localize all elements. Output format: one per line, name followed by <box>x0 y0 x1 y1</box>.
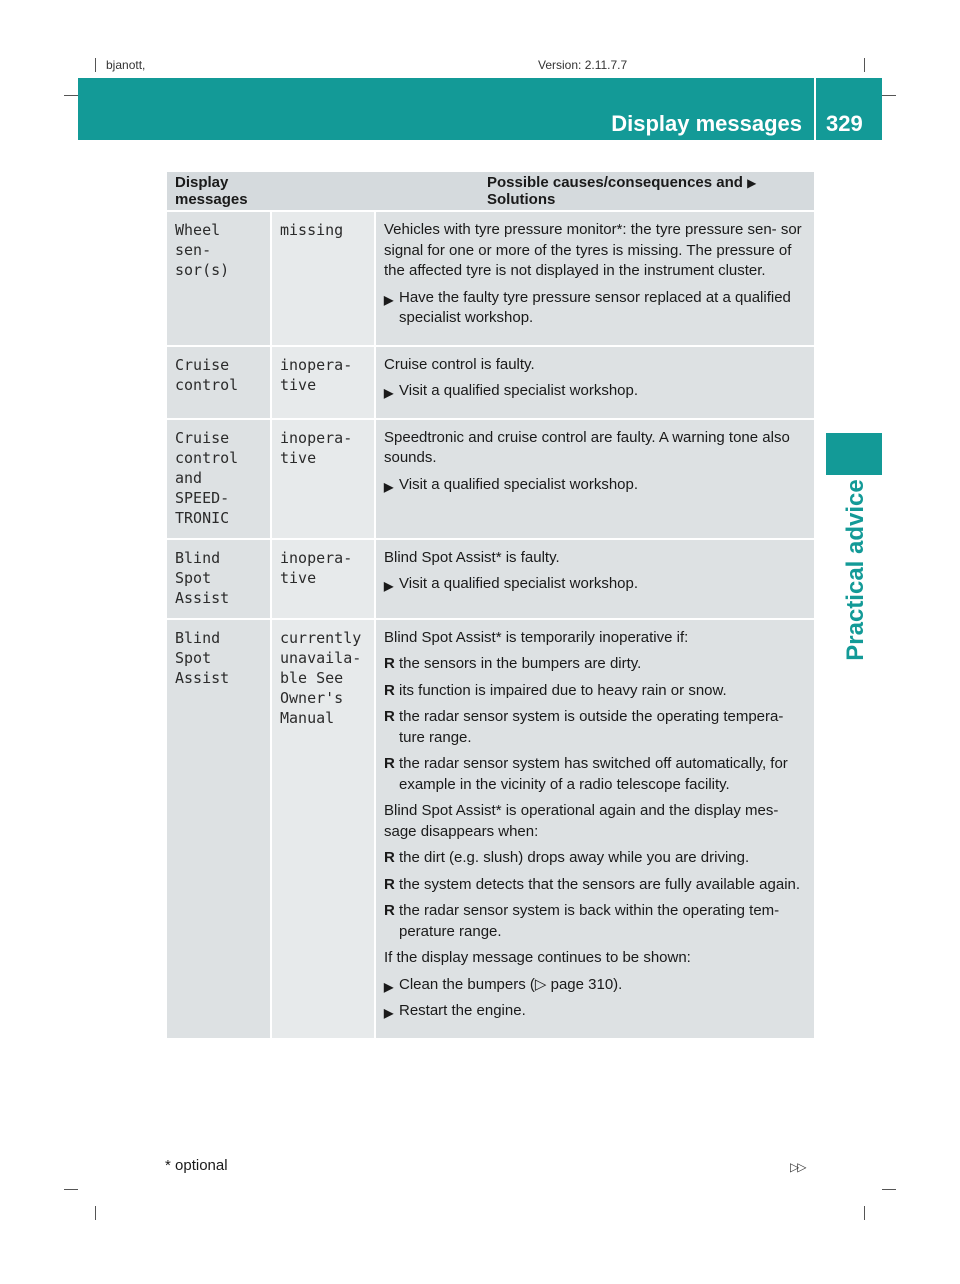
action-step <box>384 381 806 402</box>
column-header-causes: Possible causes/consequences and ▶ Solutions <box>271 172 814 211</box>
bullet-text: its function is impaired due to heavy rain or snow. <box>399 681 727 699</box>
action-text: Visit a qualified specialist workshop. <box>399 475 639 493</box>
display-status-text: inopera- tive <box>271 346 375 419</box>
bullet-item <box>384 901 806 942</box>
print-meta-left: bjanott, <box>106 58 146 72</box>
column-header-messages: Display messages <box>167 172 271 211</box>
action-text: Clean the bumpers (▷ page 310). <box>399 975 623 993</box>
crop-mark <box>95 58 96 72</box>
bullet-icon: R <box>384 849 395 866</box>
crop-mark <box>64 95 78 96</box>
causes-solutions-cell <box>375 346 814 419</box>
action-step <box>384 1001 806 1022</box>
crop-mark <box>864 1206 865 1220</box>
bullet-item <box>384 707 806 748</box>
bullet-text: the dirt (e.g. slush) drops away while you are driving. <box>399 849 750 866</box>
crop-mark <box>882 95 896 96</box>
bullet-text: the radar sensor system has switched off automatically, for example in the vicinity of a radio telescope facility. <box>399 755 788 793</box>
action-step <box>384 975 806 996</box>
cause-paragraph: Vehicles with tyre pressure monitor*: the tyre pressure sen- sor signal for one or more of the tyres is missing. The pressure of the affected tyre is not displayed in the instrument cluster. <box>384 221 802 279</box>
action-arrow-icon: ▶ <box>384 292 394 307</box>
crop-mark <box>882 1189 896 1190</box>
action-text: Restart the engine. <box>399 1002 526 1019</box>
bullet-icon: R <box>384 875 395 893</box>
continued-arrows-icon: ▷▷ <box>790 1160 805 1174</box>
table-header-row <box>167 172 814 211</box>
bullet-item <box>384 754 806 795</box>
header-divider <box>814 78 816 140</box>
bullet-text: the radar sensor system is outside the operating tempera- ture range. <box>399 708 784 746</box>
bullet-text: the system detects that the sensors are fully available again. <box>399 875 801 893</box>
display-status-text: currently unavaila- ble See Owner's Manual <box>271 619 375 1039</box>
display-message-text: Blind Spot Assist <box>167 619 271 1039</box>
display-message-text: Blind Spot Assist <box>167 539 271 619</box>
cause-paragraph: Cruise control is faulty. <box>384 355 535 373</box>
display-message-text: Cruise control <box>167 346 271 419</box>
bullet-icon: R <box>384 708 395 725</box>
cause-paragraph: If the display message continues to be shown: <box>384 949 691 966</box>
section-tab-marker <box>826 433 882 475</box>
display-status-text: inopera- tive <box>271 419 375 539</box>
table-row <box>167 619 814 1039</box>
action-text: Have the faulty tyre pressure sensor replaced at a qualified specialist workshop. <box>399 288 791 326</box>
action-arrow-icon: ▶ <box>384 479 394 494</box>
cause-paragraph: Speedtronic and cruise control are faulty. A warning tone also sounds. <box>384 428 790 466</box>
page-title: Display messages <box>611 111 802 136</box>
section-label: Practical advice <box>842 479 869 661</box>
action-arrow-icon: ▶ <box>747 176 757 190</box>
bullet-item <box>384 681 806 702</box>
crop-mark <box>64 1189 78 1190</box>
bullet-icon: R <box>384 755 395 772</box>
table-row <box>167 211 814 346</box>
display-message-text: Wheel sen- sor(s) <box>167 211 271 346</box>
cause-paragraph: Blind Spot Assist* is operational again and the display mes- sage disappears when: <box>384 802 779 840</box>
action-arrow-icon: ▶ <box>384 979 394 994</box>
footnote: * optional <box>165 1157 228 1174</box>
display-status-text: inopera- tive <box>271 539 375 619</box>
table-row <box>167 346 814 419</box>
display-message-text: Cruise control and SPEED- TRONIC <box>167 419 271 539</box>
bullet-icon: R <box>384 681 395 699</box>
bullet-item <box>384 654 806 675</box>
action-text: Visit a qualified specialist workshop. <box>399 382 639 399</box>
causes-solutions-cell <box>375 211 814 346</box>
bullet-icon: R <box>384 902 395 919</box>
causes-solutions-cell <box>375 619 814 1039</box>
cause-paragraph: Blind Spot Assist* is faulty. <box>384 548 560 566</box>
bullet-icon: R <box>384 655 395 672</box>
action-step <box>384 574 806 595</box>
table-row <box>167 539 814 619</box>
messages-table <box>167 172 814 1040</box>
action-step <box>384 475 806 496</box>
display-status-text: missing <box>271 211 375 346</box>
print-meta-version: Version: 2.11.7.7 <box>538 58 628 72</box>
action-arrow-icon: ▶ <box>384 1006 394 1020</box>
action-arrow-icon: ▶ <box>384 386 394 400</box>
crop-mark <box>95 1206 96 1220</box>
page-number: 329 <box>826 111 863 136</box>
causes-solutions-cell <box>375 539 814 619</box>
bullet-item <box>384 875 806 896</box>
action-arrow-icon: ▶ <box>384 579 394 593</box>
causes-solutions-cell <box>375 419 814 539</box>
bullet-text: the sensors in the bumpers are dirty. <box>399 655 642 672</box>
action-text: Visit a qualified specialist workshop. <box>399 575 639 592</box>
bullet-item <box>384 848 806 869</box>
bullet-text: the radar sensor system is back within the operating tem- perature range. <box>399 902 780 940</box>
cause-paragraph: Blind Spot Assist* is temporarily inoperative if: <box>384 628 689 646</box>
table-row <box>167 419 814 539</box>
crop-mark <box>864 58 865 72</box>
action-step <box>384 288 806 329</box>
